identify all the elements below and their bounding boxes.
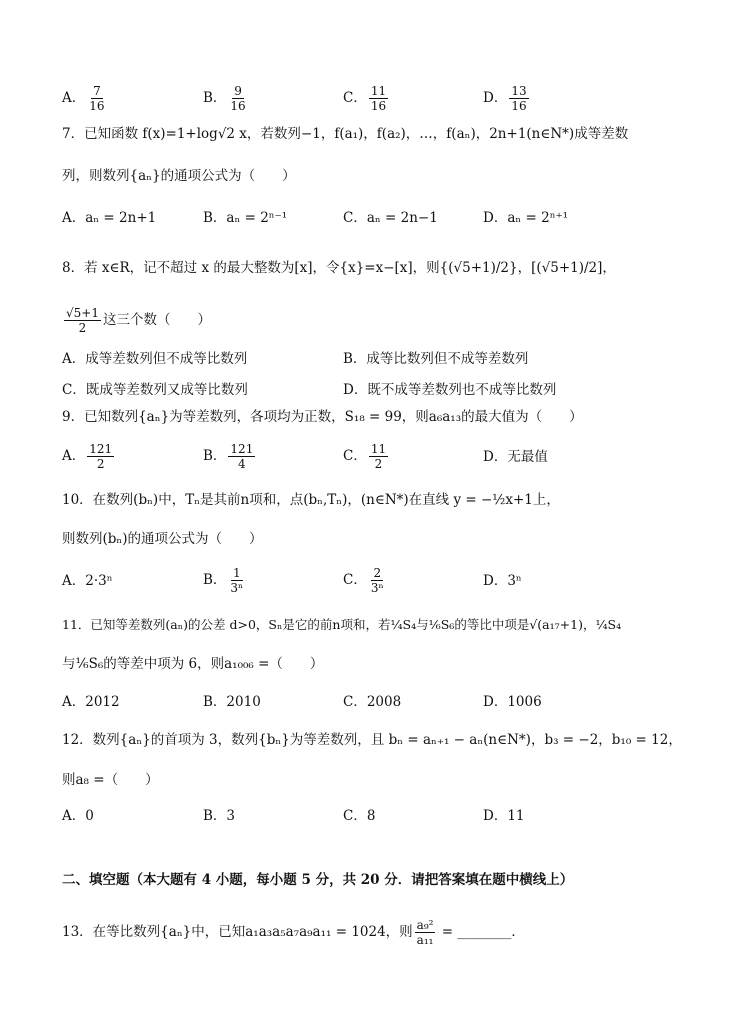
option-label: D． [483, 90, 508, 106]
fraction [509, 84, 528, 113]
numerator: 11 [370, 84, 387, 98]
q9-option-c [343, 442, 390, 471]
option-label: C． [343, 572, 367, 588]
q11-option-c: C．2008 [343, 694, 402, 710]
numerator: 121 [89, 442, 113, 456]
q7-option-a: A．aₙ = 2n+1 [62, 210, 157, 226]
q13-stem [62, 918, 525, 947]
q12-stem-line2: 则a₈ =（ ） [62, 772, 159, 788]
q8-stem-line2 [62, 306, 211, 335]
denominator: 16 [89, 99, 105, 113]
fraction [228, 84, 247, 113]
denominator: 16 [370, 99, 387, 113]
q10-option-c [343, 566, 388, 595]
q10-stem-line2: 则数列(bₙ)的通项公式为（ ） [62, 531, 263, 547]
fraction [369, 566, 386, 595]
q11-option-d: D．1006 [483, 694, 542, 710]
q10-stem-line1: 10．在数列(bₙ)中，Tₙ是其前n项和，点(bₙ,Tₙ)，(n∈N*)在直线 y = −½x+1上， [62, 492, 560, 508]
fraction [64, 306, 101, 335]
q12-stem-line1: 12．数列{aₙ}的首项为 3，数列{bₙ}为等差数列，且 bₙ = aₙ₊₁ − aₙ(n∈N*)，b₃ = −2，b₁₀ = 12， [62, 732, 682, 748]
q9-stem: 9．已知数列{aₙ}为等差数列，各项均为正数，S₁₈ = 99，则a₆a₁₃的最大值为（ ） [62, 409, 583, 425]
option-label: B． [203, 90, 227, 106]
numerator: 1 [233, 566, 241, 580]
fraction [228, 442, 255, 471]
q7-stem-line2: 列，则数列{aₙ}的通项公式为（ ） [62, 168, 296, 184]
denominator: 3ⁿ [230, 581, 244, 595]
q11-option-b: B．2010 [203, 694, 261, 710]
q10-option-b [203, 566, 247, 595]
numerator: 11 [370, 442, 387, 456]
fraction [87, 84, 106, 113]
option-d [483, 84, 531, 113]
option-label: B． [203, 448, 227, 464]
denominator: 16 [230, 99, 246, 113]
denominator: 2 [374, 457, 383, 471]
fraction [415, 918, 436, 947]
q8-option-c: C．既成等差数列又成等比数列 [62, 382, 248, 398]
option-label: C． [343, 448, 367, 464]
numerator: 121 [230, 442, 254, 456]
q7-stem-line1: 7．已知函数 f(x)=1+log√2 x，若数列−1，f(a₁)，f(a₂)，…，f(aₙ)，2n+1(n∈N*)成等差数 [62, 126, 629, 142]
numerator: a₉² [416, 918, 434, 932]
fraction [369, 442, 388, 471]
fraction [87, 442, 114, 471]
q9-option-d: D．无最值 [483, 449, 548, 465]
denominator: 3ⁿ [370, 581, 384, 595]
fraction [369, 84, 388, 113]
option-c [343, 84, 390, 113]
numerator: 9 [234, 84, 242, 98]
denominator: a₁₁ [416, 933, 434, 947]
option-a [62, 84, 109, 113]
q8-option-a: A．成等差数列但不成等比数列 [62, 351, 248, 367]
numerator: 2 [373, 566, 382, 580]
q8-stem-line1: 8．若 x∈R，记不超过 x 的最大整数为[x]，令{x}=x−[x]，则{(√5+1)/2}，[(√5+1)/2]， [62, 260, 616, 276]
q8-option-d: D．既不成等差数列也不成等比数列 [343, 382, 557, 398]
q12-option-a: A．0 [62, 808, 94, 824]
numerator: √5+1 [66, 306, 99, 320]
q7-option-b: B．aₙ = 2ⁿ⁻¹ [203, 210, 288, 226]
q10-option-d: D．3ⁿ [483, 573, 522, 589]
numerator: 13 [511, 84, 527, 98]
denominator: 2 [96, 457, 105, 471]
section-heading: 二、填空题（本大题有 4 小题，每小题 5 分，共 20 分．请把答案填在题中横线上） [62, 872, 574, 888]
q13-stem-text: 13．在等比数列{aₙ}中，已知a₁a₃a₅a₇a₉a₁₁ = 1024，则 [62, 924, 413, 940]
denominator: 2 [78, 321, 87, 335]
numerator: 7 [93, 84, 101, 98]
option-label: B． [203, 572, 227, 588]
option-label: A． [62, 90, 86, 106]
q8-stem-tail: 这三个数（ ） [102, 312, 211, 328]
q11-option-a: A．2012 [62, 694, 120, 710]
q11-stem-line2: 与⅙S₆的等差中项为 6，则a₁₀₀₆ =（ ） [62, 656, 324, 672]
q12-option-b: B．3 [203, 808, 236, 824]
denominator: 16 [511, 99, 527, 113]
q9-option-b [203, 442, 257, 471]
q9-option-a [62, 442, 116, 471]
option-label: A． [62, 448, 86, 464]
q12-option-d: D．11 [483, 808, 525, 824]
q11-stem-line1: 11．已知等差数列(aₙ)的公差 d>0，Sₙ是它的前n项和，若¼S₄与⅙S₆的等比中项是√(a₁₇+1)，¼S₄ [62, 617, 622, 632]
answer-blank: = ________． [437, 924, 525, 940]
q8-option-b: B．成等比数列但不成等差数列 [343, 351, 529, 367]
fraction [228, 566, 245, 595]
q7-option-c: C．aₙ = 2n−1 [343, 210, 438, 226]
option-b [203, 84, 250, 113]
q7-option-d: D．aₙ = 2ⁿ⁺¹ [483, 210, 569, 226]
option-label: C． [343, 90, 367, 106]
denominator: 4 [238, 457, 246, 471]
q10-option-a: A．2·3ⁿ [62, 573, 113, 589]
q12-option-c: C．8 [343, 808, 376, 824]
